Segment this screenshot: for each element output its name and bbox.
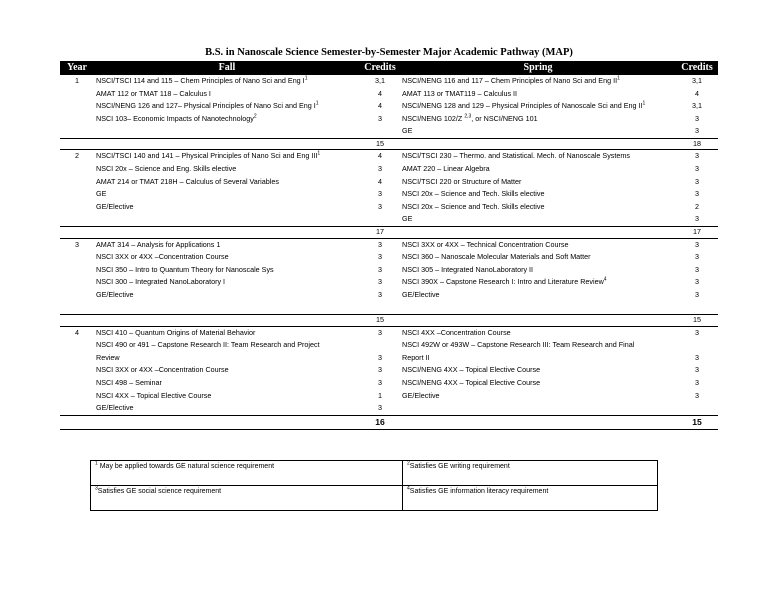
fall-credits: 4 xyxy=(378,88,382,98)
fall-course xyxy=(94,339,360,352)
fall-course-name: NSCI/TSCI 114 and 115 – Chem Principles of Nano Sci and Eng I xyxy=(96,76,305,85)
spring-course-name: NSCI 390X – Capstone Research I: Intro and Literature Review xyxy=(402,277,604,287)
fall-course xyxy=(94,213,360,226)
course-row xyxy=(60,238,718,251)
empty-cell xyxy=(400,315,676,327)
spring-credits: 3 xyxy=(695,289,699,299)
year-number xyxy=(60,276,94,289)
year-number xyxy=(60,201,94,214)
footnote-marker: 2 xyxy=(407,460,410,467)
course-row xyxy=(60,377,718,390)
fall-course xyxy=(94,188,360,201)
course-row xyxy=(60,339,718,352)
course-row xyxy=(60,163,718,176)
spring-credit-total: 15 xyxy=(676,415,718,429)
fall-course-name: AMAT 112 or TMAT 118 – Calculus I xyxy=(96,88,211,98)
fall-course xyxy=(94,75,360,88)
spring-credit-total: 15 xyxy=(676,315,718,327)
year-number xyxy=(60,163,94,176)
empty-cell xyxy=(60,415,94,429)
fall-credits: 3 xyxy=(378,365,382,375)
fall-credit-total: 17 xyxy=(360,227,400,239)
footnote-marker: 1 xyxy=(315,100,319,107)
fall-credits: 3 xyxy=(378,289,382,299)
course-row xyxy=(60,289,718,302)
header-row xyxy=(60,61,718,75)
fall-credits: 3 xyxy=(378,189,382,199)
spring-credits: 3,1 xyxy=(676,75,718,88)
semester-total-row xyxy=(60,227,718,239)
spring-credits: 3 xyxy=(676,238,718,251)
fall-credits xyxy=(360,302,400,315)
map-body xyxy=(60,75,718,430)
fall-course-name: NSCI/TSCI 140 and 141 – Physical Principles of Nano Sci and Eng III xyxy=(96,151,318,161)
empty-cell xyxy=(94,138,360,150)
spring-course-name: GE/Elective xyxy=(402,289,440,299)
course-row xyxy=(60,251,718,264)
course-row xyxy=(60,302,718,315)
footnote-marker: 1 xyxy=(617,75,620,82)
spring-course-name: NSCI 360 – Nanoscale Molecular Materials and Soft Matter xyxy=(402,252,591,262)
year-number xyxy=(60,352,94,365)
course-row xyxy=(60,201,718,214)
spring-course xyxy=(400,75,676,88)
spring-course-name: NSCI 305 – Integrated NanoLaboratory II xyxy=(402,264,534,274)
spring-course xyxy=(400,364,676,377)
spring-course-name: NSCI 20x – Science and Tech. Skills elective xyxy=(402,201,545,211)
fall-course-name: GE/Elective xyxy=(96,289,134,299)
footnote-marker: 2,3 xyxy=(464,113,472,120)
spring-course xyxy=(400,390,676,403)
spring-credits: 3 xyxy=(695,214,699,224)
course-row xyxy=(60,100,718,113)
spring-course xyxy=(400,100,676,113)
course-row xyxy=(60,150,718,163)
year-number xyxy=(60,88,94,101)
fall-course xyxy=(94,390,360,403)
year-number: 3 xyxy=(60,238,94,251)
fall-course-name: NSCI 490 or 491 – Capstone Research II: Team Research and Project xyxy=(96,340,320,350)
spring-credits: 3 xyxy=(695,390,699,400)
fall-credits: 3 xyxy=(378,277,382,287)
spring-course-name: NSCI 492W or 493W – Capstone Research III: Team Research and Final xyxy=(402,340,635,350)
spring-course xyxy=(400,201,676,214)
year-number xyxy=(60,251,94,264)
fall-course xyxy=(94,402,360,415)
fall-course-name: NSCI 20x – Science and Eng. Skills elective xyxy=(96,164,237,174)
course-row xyxy=(60,113,718,126)
spring-course xyxy=(400,326,676,339)
spring-credits xyxy=(676,339,718,352)
spring-credits: 3 xyxy=(695,377,699,387)
fall-credits: 3 xyxy=(378,164,382,174)
header-credits-spring: Credits xyxy=(676,61,718,75)
semester-total-row xyxy=(60,415,718,429)
spring-course xyxy=(400,238,676,251)
course-row xyxy=(60,75,718,88)
fall-course xyxy=(94,238,360,251)
spring-course xyxy=(400,352,676,365)
fall-course-name: NSCI 4XX – Topical Elective Course xyxy=(96,390,212,400)
fall-credits: 3 xyxy=(378,113,382,123)
fall-course xyxy=(94,150,360,163)
spring-course-name: GE xyxy=(402,214,413,224)
footnote-marker: 1 xyxy=(642,100,646,107)
fall-credits: 3 xyxy=(360,326,400,339)
year-number xyxy=(60,364,94,377)
footnote-marker: 1 xyxy=(95,460,98,467)
spring-course-name: Report II xyxy=(402,352,430,362)
spring-course-name: GE/Elective xyxy=(402,390,440,400)
fall-course xyxy=(94,276,360,289)
fall-course-name: AMAT 214 or TMAT 218H – Calculus of Several Variables xyxy=(96,176,279,186)
empty-cell xyxy=(94,415,360,429)
fall-credits: 3,1 xyxy=(360,75,400,88)
year-number: 2 xyxy=(60,150,94,163)
semester-total-row xyxy=(60,138,718,150)
empty-cell xyxy=(400,415,676,429)
spring-course xyxy=(400,264,676,277)
footnote-text: May be applied towards GE natural science requirement xyxy=(97,463,275,470)
empty-cell xyxy=(60,227,94,239)
empty-cell xyxy=(94,227,360,239)
fall-course-name: NSCI 410 – Quantum Origins of Material Behavior xyxy=(96,327,256,337)
year-number xyxy=(60,390,94,403)
footnote-marker: 1 xyxy=(317,151,321,158)
fall-credits: 4 xyxy=(360,150,400,163)
footnote-marker: 1 xyxy=(304,75,308,82)
course-row xyxy=(60,390,718,403)
spring-credits: 3 xyxy=(676,150,718,163)
fall-credits xyxy=(360,125,400,138)
fall-course-name: GE/Elective xyxy=(96,201,134,211)
fall-course xyxy=(94,302,360,315)
spring-course xyxy=(400,377,676,390)
spring-credits: 3 xyxy=(676,326,718,339)
fall-course-name: AMAT 314 – Analysis for Applications 1 xyxy=(96,239,221,249)
spring-credits xyxy=(676,302,718,315)
spring-credits xyxy=(676,402,718,415)
spring-course-name: AMAT 220 – Linear Algebra xyxy=(402,164,490,174)
spring-credits: 3 xyxy=(695,252,699,262)
year-number xyxy=(60,188,94,201)
fall-credits: 3 xyxy=(378,252,382,262)
page-title: B.S. in Nanoscale Science Semester-by-Semester Major Academic Pathway (MAP) xyxy=(205,47,573,58)
fall-credits: 3 xyxy=(378,352,382,362)
year-number xyxy=(60,125,94,138)
course-row xyxy=(60,326,718,339)
spring-course xyxy=(400,150,676,163)
fall-course xyxy=(94,289,360,302)
year-number xyxy=(60,339,94,352)
footnote-row xyxy=(91,461,658,486)
course-row xyxy=(60,364,718,377)
fall-course-name: NSCI 498 – Seminar xyxy=(96,377,162,387)
course-row xyxy=(60,213,718,226)
spring-credit-total: 17 xyxy=(676,227,718,239)
spring-course xyxy=(400,163,676,176)
empty-cell xyxy=(60,138,94,150)
header-spring: Spring xyxy=(400,61,676,75)
fall-course xyxy=(94,125,360,138)
footnote-marker: 3 xyxy=(95,485,98,492)
spring-course xyxy=(400,113,676,126)
spring-credits: 3 xyxy=(695,365,699,375)
year-number xyxy=(60,402,94,415)
fall-course xyxy=(94,163,360,176)
fall-credits: 3 xyxy=(378,264,382,274)
fall-course-name: NSCI 3XX or 4XX –Concentration Course xyxy=(96,252,229,262)
spring-course-name: NSCI/TSCI 230 – Thermo. and Statistical. Mech. of Nanoscale Systems xyxy=(402,151,630,161)
year-number xyxy=(60,289,94,302)
fall-course xyxy=(94,251,360,264)
spring-course-name: AMAT 113 or TMAT119 – Calculus II xyxy=(402,88,518,98)
empty-cell xyxy=(400,138,676,150)
year-number: 4 xyxy=(60,326,94,339)
fall-course-name: NSCI 3XX or 4XX –Concentration Course xyxy=(96,365,229,375)
spring-credits: 3 xyxy=(695,176,699,186)
year-number xyxy=(60,213,94,226)
fall-course-name: NSCI/NENG 126 and 127– Physical Principles of Nano Sci and Eng I xyxy=(96,101,316,111)
footnote-row xyxy=(91,486,658,511)
spring-credits: 3 xyxy=(695,189,699,199)
spring-course xyxy=(400,402,676,415)
spring-credits: 3 xyxy=(695,352,699,362)
spring-course xyxy=(400,213,676,226)
fall-course xyxy=(94,201,360,214)
spring-credits: 3,1 xyxy=(692,101,702,111)
course-row xyxy=(60,176,718,189)
spring-course-name: GE xyxy=(402,126,413,136)
course-row xyxy=(60,125,718,138)
header-fall: Fall xyxy=(94,61,360,75)
fall-course xyxy=(94,352,360,365)
course-row xyxy=(60,264,718,277)
spring-credits: 2 xyxy=(695,201,699,211)
fall-course-name: Review xyxy=(96,352,120,362)
header-year: Year xyxy=(60,61,94,75)
course-row xyxy=(60,188,718,201)
spring-course-name: NSCI/NENG 102/Z xyxy=(402,113,465,123)
course-row xyxy=(60,276,718,289)
footnote-text: Satisfies GE information literacy requirement xyxy=(409,488,549,495)
fall-credit-total: 16 xyxy=(360,415,400,429)
fall-credit-total: 15 xyxy=(360,315,400,327)
footnote-marker: 4 xyxy=(407,485,410,492)
fall-course xyxy=(94,377,360,390)
spring-course-name: NSCI 20x – Science and Tech. Skills elective xyxy=(402,189,545,199)
fall-course xyxy=(94,364,360,377)
fall-course xyxy=(94,176,360,189)
spring-credits: 3 xyxy=(695,264,699,274)
fall-course xyxy=(94,88,360,101)
fall-credits: 4 xyxy=(378,101,382,111)
spring-course xyxy=(400,176,676,189)
footnote-text: Satisfies GE writing requirement xyxy=(409,463,510,470)
spring-credits: 3 xyxy=(695,277,699,287)
spring-course-name-tail: , or NSCI/NENG 101 xyxy=(471,113,538,123)
spring-course xyxy=(400,251,676,264)
year-number xyxy=(60,302,94,315)
fall-credits: 3 xyxy=(378,201,382,211)
year-number xyxy=(60,100,94,113)
year-number: 1 xyxy=(60,75,94,88)
spring-credits: 4 xyxy=(695,88,699,98)
fall-course-name: NSCI 103– Economic Impacts of Nanotechnology xyxy=(96,113,254,123)
fall-course-name: NSCI 350 – Intro to Quantum Theory for Nanoscale Sys xyxy=(96,264,274,274)
spring-credits: 3 xyxy=(695,126,699,136)
spring-course xyxy=(400,289,676,302)
course-row xyxy=(60,88,718,101)
fall-course-name: GE xyxy=(96,189,107,199)
fall-course xyxy=(94,113,360,126)
footnote-4 xyxy=(403,486,658,511)
year-number xyxy=(60,264,94,277)
fall-credits: 4 xyxy=(378,176,382,186)
spring-credits: 3 xyxy=(695,113,699,123)
spring-credit-total: 18 xyxy=(676,138,718,150)
fall-course xyxy=(94,326,360,339)
spring-course-name: NSCI/NENG 4XX – Topical Elective Course xyxy=(402,365,541,375)
spring-course-name: NSCI/NENG 128 and 129 – Physical Principles of Nanoscale Sci and Eng II xyxy=(402,101,643,111)
fall-course xyxy=(94,264,360,277)
header-credits-fall: Credits xyxy=(360,61,400,75)
spring-course-name: NSCI/TSCI 220 or Structure of Matter xyxy=(402,176,522,186)
map-table xyxy=(60,61,718,430)
empty-cell xyxy=(60,315,94,327)
spring-course xyxy=(400,276,676,289)
footnotes-table xyxy=(90,460,658,511)
spring-course xyxy=(400,339,676,352)
year-number xyxy=(60,176,94,189)
fall-credits: 3 xyxy=(378,403,382,413)
spring-course xyxy=(400,188,676,201)
fall-course xyxy=(94,100,360,113)
fall-credits: 3 xyxy=(360,238,400,251)
semester-total-row xyxy=(60,315,718,327)
spring-course xyxy=(400,302,676,315)
year-number xyxy=(60,377,94,390)
fall-credits xyxy=(360,339,400,352)
empty-cell xyxy=(94,315,360,327)
spring-credits: 3 xyxy=(695,164,699,174)
empty-cell xyxy=(400,227,676,239)
fall-course-name: GE/Elective xyxy=(96,403,134,413)
spring-course xyxy=(400,88,676,101)
footnote-text: Satisfies GE social science requirement xyxy=(97,488,222,495)
fall-credit-total: 15 xyxy=(360,138,400,150)
footnote-marker: 4 xyxy=(603,276,607,283)
footnote-1 xyxy=(91,461,403,486)
footnote-3 xyxy=(91,486,403,511)
footnote-2 xyxy=(403,461,658,486)
spring-course-name: NSCI/NENG 4XX – Topical Elective Course xyxy=(402,377,541,387)
footnote-marker: 2 xyxy=(253,113,257,120)
fall-credits: 3 xyxy=(378,377,382,387)
spring-course xyxy=(400,125,676,138)
fall-course-name: NSCI 300 – Integrated NanoLaboratory I xyxy=(96,277,226,287)
spring-course-name: NSCI/NENG 116 and 117 – Chem Principles of Nano Sci and Eng II xyxy=(402,76,618,85)
course-row xyxy=(60,352,718,365)
fall-credits: 1 xyxy=(378,390,382,400)
spring-course-name: NSCI 4XX –Concentration Course xyxy=(402,327,511,337)
spring-course-name: NSCI 3XX or 4XX – Technical Concentration Course xyxy=(402,239,569,249)
fall-credits xyxy=(360,213,400,226)
course-row xyxy=(60,402,718,415)
year-number xyxy=(60,113,94,126)
